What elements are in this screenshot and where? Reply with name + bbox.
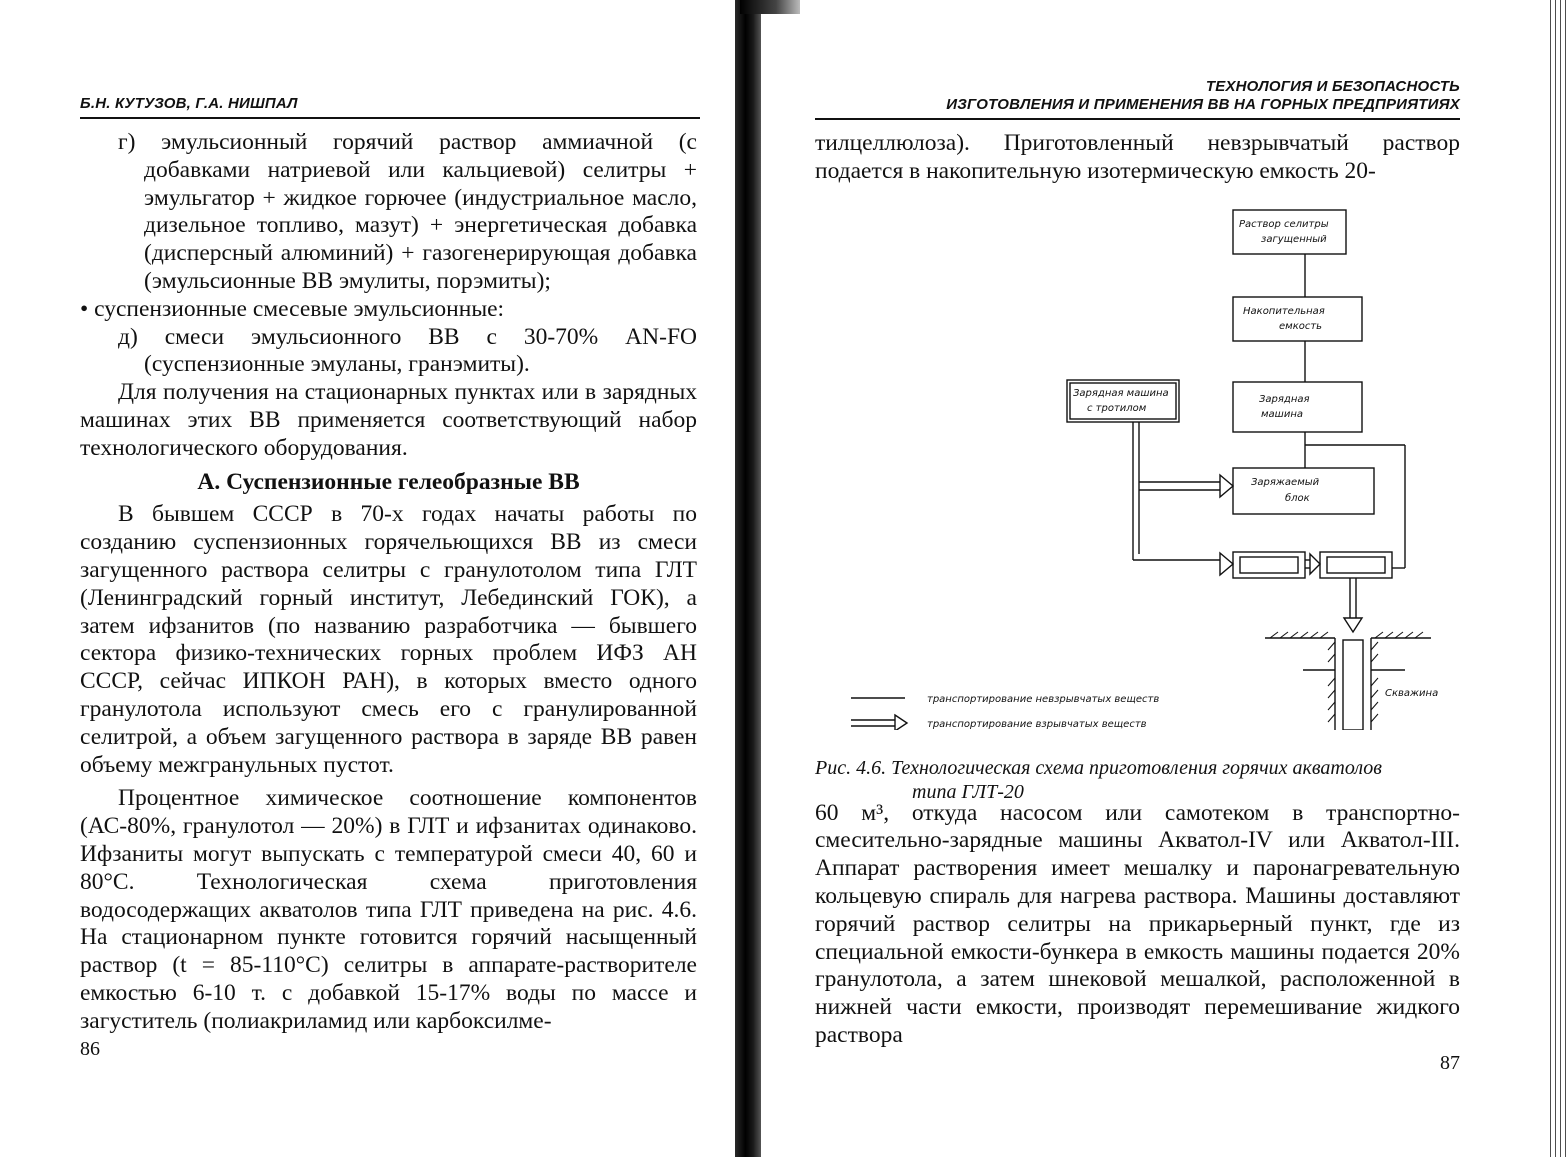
label-box2-l1: Накопительная xyxy=(1243,305,1325,317)
box-storage xyxy=(1233,297,1362,341)
label-box3-l2: с тротилом xyxy=(1087,402,1147,414)
label-box4-l1: Зарядная xyxy=(1259,393,1310,405)
list-item-g: г) эмульсионный горячий раствор аммиачной (с добавками натриевой или кальциевой) селитры + эмульгатор + жидкое горючее (индустриальное масло, дизельное топливо, мазут) + энергетическая добавка (дисперсный алюминий) + газогенерирующая добавка (эмульсионные ВВ эмулиты, порэмиты); xyxy=(118,129,697,294)
mixer-1 xyxy=(1233,552,1305,578)
label-box1-l2: загущенный xyxy=(1261,233,1327,245)
legend-nonexplosive: транспортирование невзрывчатых веществ xyxy=(927,693,1160,705)
label-box3-l1: Зарядная машина xyxy=(1073,387,1169,399)
label-box2-l2: емкость xyxy=(1279,320,1323,332)
box-charging-machine xyxy=(1233,382,1362,432)
figure-caption xyxy=(815,756,1460,804)
label-box5-l1: Заряжаемый xyxy=(1251,476,1320,488)
running-head-title xyxy=(815,78,1460,120)
diagram-svg xyxy=(815,190,1460,730)
running-head-line2: ИЗГОТОВЛЕНИЯ И ПРИМЕНЕНИЯ ВВ НА ГОРНЫХ ПРЕДПРИЯТИЯХ xyxy=(946,96,1460,113)
caption-line2: типа ГЛТ-20 xyxy=(912,780,1024,803)
spine-shadow xyxy=(740,0,800,14)
paragraph: тилцеллюлоза). Приготовленный невзрывчатый раствор подается в накопительную изотермическую емкость 20- xyxy=(815,130,1460,184)
page-number: 87 xyxy=(1440,1051,1460,1074)
paragraph: 60 м³, откуда насосом или самотеком в транспортно-смесительно-зарядные машины Акватол-IV или Акватол-III. Аппарат растворения имеет мешалку и паронагревательную кольцевую спираль для нагрева раствора. Машины доставляют горячий раствор селитры на прикарьерный пункт, где из специальной емкости-бункера в емкость машины подается 20% гранулотола, а затем шнековой мешалкой, расположенной в нижней части емкости, производят перемешивание жидкого раствора xyxy=(815,799,1460,1048)
running-head-line1: ТЕХНОЛОГИЯ И БЕЗОПАСНОСТЬ xyxy=(1205,78,1460,95)
running-head-authors: Б.Н. КУТУЗОВ, Г.А. НИШПАЛ xyxy=(80,95,700,119)
section-title: А. Суспензионные гелеобразные ВВ xyxy=(197,468,580,495)
box-charged-block xyxy=(1233,468,1374,514)
mixer-2 xyxy=(1320,552,1392,578)
paragraph: В бывшем СССР в 70-х годах начаты работы по созданию суспензионных горячельющихся ВВ из смеси загущенного раствора селитры с гранулотолом типа ГЛТ (Ленинградский горный институт, Лебединский ГОК), а затем ифзанитов (по названию разработчика — бывшего сектора физико-технических горных проблем ИФЗ АН СССР, сейчас ИПКОН РАН), в которых вместо одного гранулотола используют смесь его с гранулированной селитрой, а объем загущенного раствора в заряде ВВ равен объему межгранульных пустот. xyxy=(80,501,697,778)
list-item-d: д) смеси эмульсионного ВВ с 30-70% AN-FO (суспензионные эмуланы, гранэмиты). xyxy=(118,323,697,378)
page-edge xyxy=(1548,0,1567,1157)
left-page xyxy=(80,95,697,1061)
legend-explosive: транспортирование взрывчатых веществ xyxy=(927,718,1147,730)
caption-line1: Рис. 4.6. Технологическая схема приготовления горячих акватолов xyxy=(815,756,1382,779)
label-box1-l1: Раствор селитры xyxy=(1239,218,1329,230)
paragraph: Процентное химическое соотношение компонентов (АС-80%, гранулотол — 20%) в ГЛТ и ифзанитах одинаково. Ифзаниты могут выпускать с температурой смеси 40, 60 и 80°С. Технологическая схема приготовления водосодержащих акватолов типа ГЛТ приведена на рис. 4.6. На стационарном пункте готовится горячий насыщенный раствор (t = 85-110°С) селитры в аппарате-растворителе емкостью 6-10 т. с добавкой 15-17% воды по массе и загуститель (полиакриламид или карбоксилме- xyxy=(80,785,697,1034)
book-spine xyxy=(735,0,761,1157)
label-box4-l2: машина xyxy=(1261,408,1303,420)
right-page xyxy=(815,78,1460,1075)
page-number: 86 xyxy=(80,1037,100,1060)
box-charging-tnt xyxy=(1067,380,1179,422)
bullet-item: • суспензионные смесевые эмульсионные: xyxy=(80,295,505,322)
process-diagram xyxy=(815,190,1460,803)
paragraph: Для получения на стационарных пунктах или в зарядных машинах этих ВВ применяется соответствующий набор технологического оборудования. xyxy=(80,379,697,461)
box-solution xyxy=(1233,210,1346,254)
label-box5-l2: блок xyxy=(1285,492,1310,504)
label-well: Скважина xyxy=(1385,687,1439,699)
